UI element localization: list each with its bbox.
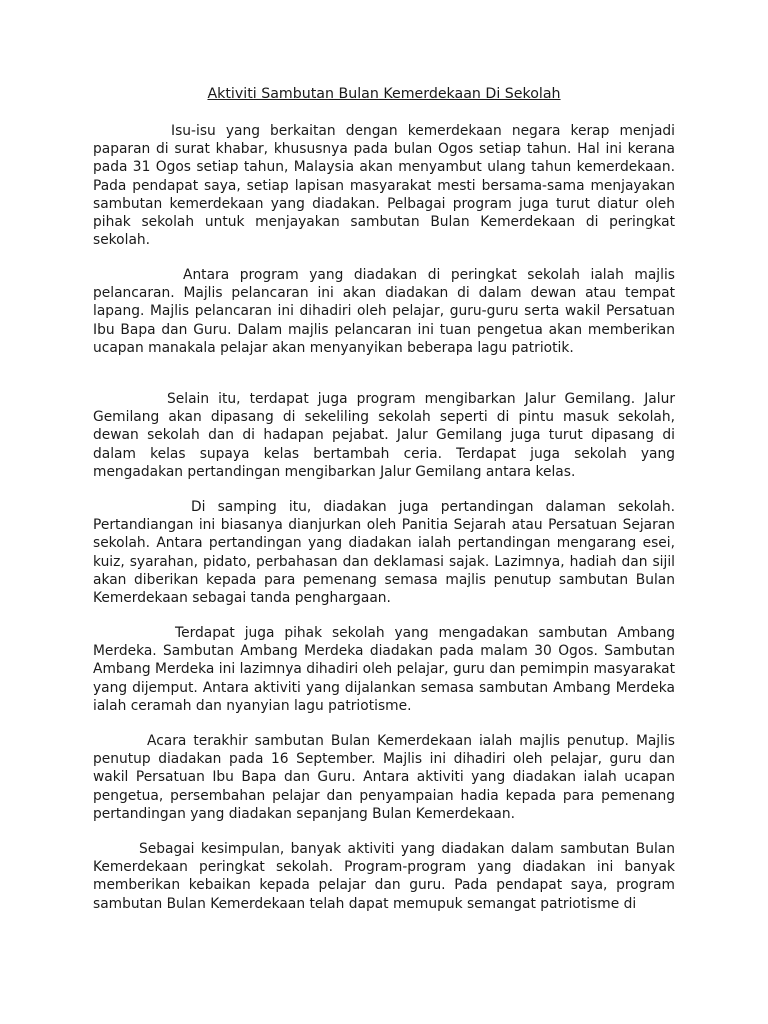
paragraph-majlis-pelancaran: Antara program yang diadakan di peringkat sekolah ialah majlis pelancaran. Majlis pelancaran ini akan diadakan di dalam dewan atau tempat lapang. Majlis pelancaran ini dihadiri oleh pelajar, guru-guru serta wakil Persatuan Ibu Bapa dan Guru. Dalam majlis pelancaran ini tuan pengetua akan memberikan ucapan manakala pelajar akan menyanyikan beberapa lagu patriotik. [93, 267, 675, 356]
paragraph-jalur-gemilang: Selain itu, terdapat juga program mengibarkan Jalur Gemilang. Jalur Gemilang akan dipasang di sekeliling sekolah seperti di pintu masuk sekolah, dewan sekolah dan di hadapan pejabat. Jalur Gemilang juga turut dipasang di dalam kelas supaya kelas bertambah ceria. Terdapat juga sekolah yang mengadakan pertandingan mengibarkan Jalur Gemilang antara kelas. [93, 391, 675, 480]
paragraph-pertandingan: Di samping itu, diadakan juga pertandingan dalaman sekolah. Pertandiangan ini biasanya dianjurkan oleh Panitia Sejarah atau Persatuan Sejaran sekolah. Antara pertandingan yang diadakan ialah pertandingan mengarang esei, kuiz, syarahan, pidato, perbahasan dan deklamasi sajak. Lazimnya, hadiah dan sijil akan diberikan kepada para pemenang semasa majlis penutup sambutan Bulan Kemerdekaan sebagai tanda penghargaan. [93, 499, 675, 607]
paragraph-majlis-penutup: Acara terakhir sambutan Bulan Kemerdekaan ialah majlis penutup. Majlis penutup diadakan pada 16 September. Majlis ini dihadiri oleh pelajar, guru dan wakil Persatuan Ibu Bapa dan Guru. Antara aktiviti yang diadakan ialah ucapan pengetua, persembahan pelajar dan penyampaian hadia kepada para pemenang pertandingan yang diadakan sepanjang Bulan Kemerdekaan. [93, 733, 675, 822]
paragraph-ambang-merdeka: Terdapat juga pihak sekolah yang mengadakan sambutan Ambang Merdeka. Sambutan Ambang Merdeka diadakan pada malam 30 Ogos. Sambutan Ambang Merdeka ini lazimnya dihadiri oleh pelajar, guru dan pemimpin masyarakat yang dijemput. Antara aktiviti yang dijalankan semasa sambutan Ambang Merdeka ialah ceramah dan nyanyian lagu patriotisme. [93, 625, 675, 714]
paragraph-introduction: Isu-isu yang berkaitan dengan kemerdekaan negara kerap menjadi paparan di surat khabar, khususnya pada bulan Ogos setiap tahun. Hal ini kerana pada 31 Ogos setiap tahun, Malaysia akan menyambut ulang tahun kemerdekaan. Pada pendapat saya, setiap lapisan masyarakat mesti bersama-sama menjayakan sambutan kemerdekaan yang diadakan. Pelbagai program juga turut diatur oleh pihak sekolah untuk menjayakan sambutan Bulan Kemerdekaan di peringkat sekolah. [93, 123, 675, 249]
document-title: Aktiviti Sambutan Bulan Kemerdekaan Di Sekolah [207, 86, 561, 102]
paragraph-kesimpulan: Sebagai kesimpulan, banyak aktiviti yang diadakan dalam sambutan Bulan Kemerdekaan peringkat sekolah. Program-program yang diadakan ini banyak memberikan kebaikan kepada pelajar dan guru. Pada pendapat saya, program sambutan Bulan Kemerdekaan telah dapat memupuk semangat patriotisme di [93, 841, 675, 912]
